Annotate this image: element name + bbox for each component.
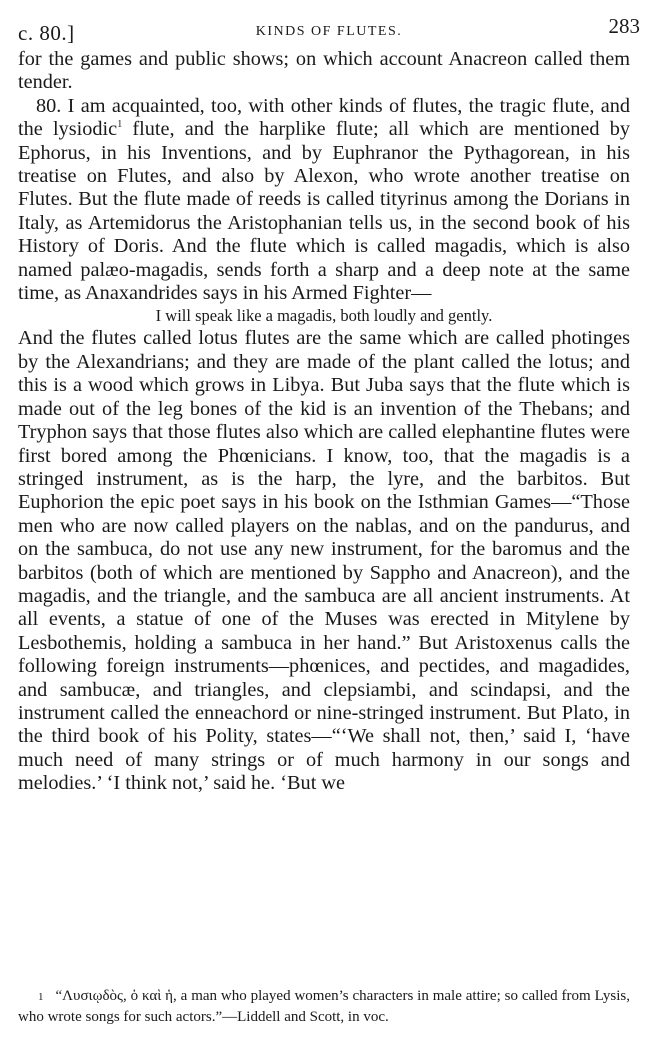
footnote — [18, 986, 630, 1027]
footnote-text: “Λυσιῳδὸς, ὁ καὶ ἡ, a man who played women’s characters in male attire; so called from Lysis, who wrote songs for such actors.”—Liddell and Scott, in voc. — [18, 988, 630, 1025]
verse-quotation: I will speak like a magadis, both loudly and gently. — [155, 306, 493, 326]
footnote-marker: 1 — [38, 991, 44, 1003]
footnote-reference: 1 — [117, 119, 123, 131]
paragraph-text-start: 80. I am acquainted, too, with other kinds of flutes, the tragic flute, and the lysiodic — [18, 94, 630, 141]
paragraph-continuation: for the games and public shows; on which account Anacreon called them tender. — [18, 48, 630, 94]
page-number: 283 — [608, 14, 640, 38]
paragraph-lotus-flutes: And the flutes called lotus flutes are the same which are called photinges by the Alexandrians; and they are made of the plant called the lotus; and this is a wood which grows in Libya. But Juba says that the flute which is made out of the leg bones of the kid is an invention of the Thebans; and Tryphon says that those flutes also which are called elephantine flutes were first bored among the Phœnicians. I know, too, that the magadis is a stringed instrument, as is the harp, the lyre, and the barbitos. But Euphorion the epic poet says in his book on the Isthmian Games—“Those men who are now called players on the nablas, and on the pandurus, and on the sambuca, do not use any new instrument, for the baromus and the barbitos (both of which are mentioned by Sappho and Anacreon), and the magadis, and the triangle, and the sambuca are all ancient instruments. At all events, a statue of one of the Muses was erected in Mitylene by Lesbothemis, holding a sambuca in her hand.” But Aristoxenus calls the following foreign instruments—phœnices, and pectides, and magadides, and sambucæ, and triangles, and clepsiambi, and scindapsi, and the instrument called the enneachord or nine-stringed instrument. But Plato, in the third book of his Polity, states—“‘We shall not, then,’ said I, ‘have much need of many strings or of much harmony in our songs and melodies.’ ‘I think not,’ said he. ‘But we — [18, 327, 630, 795]
paragraph-section-80 — [18, 95, 630, 306]
running-header — [14, 8, 644, 45]
main-text — [18, 48, 630, 796]
chapter-reference: c. 80.] — [18, 21, 75, 45]
running-title: KINDS OF FLUTES. — [255, 24, 403, 39]
paragraph-text-end: flute, and the harplike flute; all which are mentioned by Ephorus, in his Inventions, and by Euphranor the Pythagorean, in his treatise on Flutes, and also by Alexon, who wrote another treatise on Flutes. But the flute made of reeds is called tityrinus among the Dorians in Italy, as Artemidorus the Aristophanian tells us, in the second book of his History of Doris. And the flute which is called magadis, which is also named palæo-magadis, sends forth a sharp and a deep note at the same time, as Anaxandrides says in his Armed Fighter— — [18, 118, 631, 305]
